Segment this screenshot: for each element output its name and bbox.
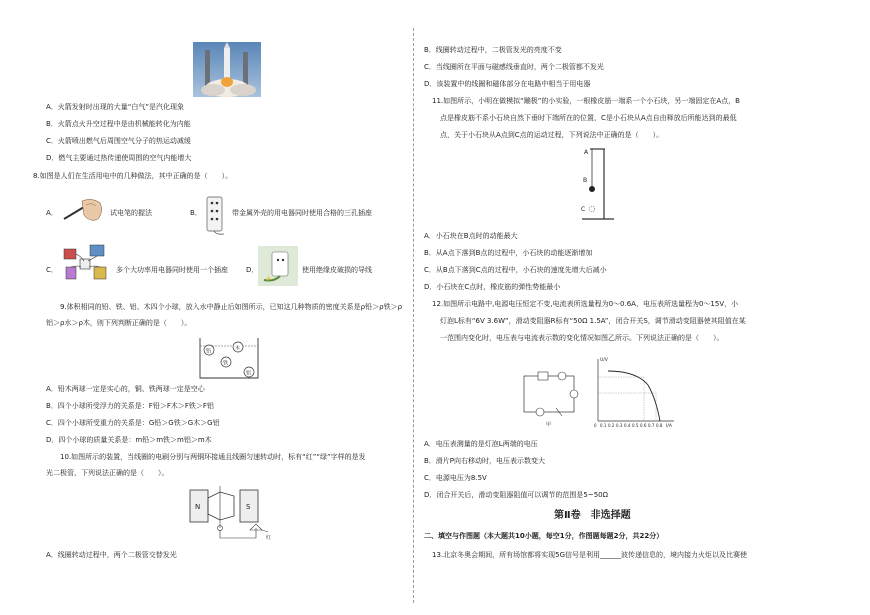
q7-option-b: B．火箭点火升空过程中是由机械能转化为内能 <box>46 120 191 128</box>
q7-option-d: D．燃气主要通过热传递使周围的空气内能增大 <box>46 154 192 162</box>
section-title: 第Ⅱ卷 非选择题 <box>554 510 631 521</box>
q10-fig-label-red: 红 <box>266 535 272 541</box>
graph-axis-label-i: I/A <box>666 424 672 429</box>
q9-fig-label-aluminum: 铝 <box>246 370 252 377</box>
q7-option-c: C．火箭喷出燃气后周围空气分子的热运动减缓 <box>46 137 191 145</box>
q8-stem: 8.如图是人们在生活用电中的几种做法，其中正确的是（ ）。 <box>33 172 233 180</box>
q9-option-d: D．四个小球的质量关系是：m铅＞m铁＞m铝＞m木 <box>46 436 212 444</box>
q9-option-b: B．四个小球所受浮力的关系是：F铅＞F木＞F铁＞F铝 <box>46 402 214 410</box>
q10-fig-label-s: S <box>246 503 251 511</box>
graph-tick-0-8: 0.8 <box>656 423 663 428</box>
q11-stem-line-1: 11.如图所示，小明在做模拟“蹦极”的小实验，一根橡皮筋一端系一个小石块，另一端固定在A点，B <box>432 97 740 105</box>
q8-option-a-letter: A． <box>46 209 58 217</box>
q9-fig-label-wood: 木 <box>235 345 241 352</box>
q12-option-d: D．闭合开关后，滑动变阻器阻值可以调节的范围是5~50Ω <box>424 491 608 499</box>
graph-tick-0-1: 0.1 <box>600 423 607 428</box>
graph-tick-0-4: 0.4 <box>624 423 631 428</box>
right-column <box>418 0 870 615</box>
circuit-diagram-figure <box>520 366 582 428</box>
graph-tick-0-6: 0.6 <box>640 423 647 428</box>
q9-option-a: A．铅木两球一定是实心的，铜、铁两球一定是空心 <box>46 385 205 393</box>
q11-fig-label-c: C <box>581 206 586 213</box>
rocket-launch-photo <box>193 42 261 97</box>
q8-option-d-label: 使用绝缘皮破损的导线 <box>302 266 372 274</box>
q8-option-c-letter: C． <box>46 266 58 274</box>
q10-option-d: D．该装置中的线圈和磁体部分在电路中相当于用电器 <box>424 80 591 88</box>
damaged-wire-figure <box>258 246 298 286</box>
q11-fig-label-a: A <box>584 149 589 156</box>
q9-stem-line-1: 9.体积相同的铅、铁、铝、木四个小球，放入水中静止后如图所示，已知这几种物质的密度关系是ρ铅＞ρ铁＞ρ <box>60 303 403 311</box>
q12-stem-line-1: 12.如图所示电路中,电源电压恒定不变,电流表所选量程为0～0.6A，电压表所选量程为0～15V，小 <box>432 300 739 308</box>
test-pen-hand-figure <box>62 193 106 227</box>
graph-tick-0: 0 <box>594 423 597 428</box>
graph-tick-0-5: 0.5 <box>632 423 639 428</box>
q9-stem-line-2: 铝＞ρ水＞ρ木，则下列判断正确的是（ ）。 <box>46 319 192 327</box>
generator-with-leds-figure <box>186 484 276 544</box>
left-column <box>0 0 412 615</box>
part-two-heading: 二、填空与作图题（本大题共10小题，每空1分，作图题每题2分，共22分） <box>424 532 664 540</box>
q11-option-c: C．从B点下落到C点的过程中，小石块的速度先增大后减小 <box>424 266 607 274</box>
q11-option-b: B．从A点下落到B点的过程中，小石块的动能逐渐增加 <box>424 249 593 257</box>
graph-tick-0-2: 0.2 <box>608 423 615 428</box>
q10-fig-label-n: N <box>195 503 201 511</box>
q10-option-a: A．线圈转动过程中，两个二极管交替发光 <box>46 551 177 559</box>
bungee-stone-figure <box>574 145 624 223</box>
q12-option-b: B．滑片P向右移动时，电压表示数变大 <box>424 457 546 465</box>
q10-stem-line-1: 10.如图所示的装置，当线圈的电刷分别与两铜环接通且线圈匀速转动时，标有“红”“绿”字样的是发 <box>60 453 366 461</box>
graph-tick-0-7: 0.7 <box>648 423 655 428</box>
q9-fig-label-iron: 铁 <box>223 360 229 367</box>
q9-fig-label-lead: 铅 <box>206 348 212 355</box>
overloaded-socket-figure <box>60 243 112 285</box>
q11-stem-line-3: 点，关于小石块从A点到C点的运动过程，下列说法中正确的是（ ）。 <box>440 131 664 139</box>
q10-option-c: C．当线圈所在平面与磁感线垂直时，两个二极管都不发光 <box>424 63 604 71</box>
q12-option-a: A．电压表测量的是灯泡L两端的电压 <box>424 440 538 448</box>
power-strip-figure <box>204 196 228 236</box>
q10-stem-line-2: 光二极管，下列说法正确的是（ ）。 <box>46 469 169 477</box>
q11-fig-label-b: B <box>583 177 588 184</box>
column-divider <box>413 28 414 603</box>
q11-option-d: D．小石块在C点时，橡皮筋的弹性势能最小 <box>424 283 561 291</box>
q7-option-a: A．火箭发射时出现的大量“白气”是汽化现象 <box>46 103 185 111</box>
graph-tick-0-3: 0.3 <box>616 423 623 428</box>
four-balls-in-water-figure <box>198 336 260 380</box>
q12-stem-line-2: 灯泡L标有“6V 3.6W”，滑动变阻器R标有“50Ω 1.5A”，闭合开关S，调节滑动变阻器使其阻值在某 <box>440 317 746 325</box>
q12-fig-label-jia: 甲 <box>546 422 552 428</box>
voltage-current-graph <box>586 355 678 433</box>
q11-option-a: A．小石块在B点时的动能最大 <box>424 232 518 240</box>
q8-option-b-label: 带金属外壳的用电器同时使用合格的三孔插座 <box>232 209 372 217</box>
q12-stem-line-3: 一范围内变化时，电压表与电流表示数的变化情况如图乙所示。下列说法正确的是（ ）。 <box>440 334 724 342</box>
q8-option-c-label: 多个大功率用电器同时使用一个插座 <box>116 266 228 274</box>
graph-axis-label-u: U/V <box>600 358 608 363</box>
q10-option-b: B．线圈转动过程中，二极管发光的亮度不变 <box>424 46 562 54</box>
q11-stem-line-2: 点是橡皮筋不系小石块自然下垂时下端所在的位置，C是小石块从A点自由释放后所能达到的最低 <box>440 114 737 122</box>
q9-option-c: C．四个小球所受重力的关系是：G铅＞G铁＞G木＞G铝 <box>46 419 220 427</box>
q8-option-a-label: 试电笔的握法 <box>110 209 152 217</box>
q13-stem: 13.北京冬奥会期间，所有场馆都将实现5G信号是利用______波传递信息的，境内接力火炬以及比赛使 <box>432 551 748 559</box>
q8-option-b-letter: B． <box>190 209 202 217</box>
q8-option-d-letter: D． <box>246 266 259 274</box>
q12-option-c: C．电源电压为8.5V <box>424 474 487 482</box>
